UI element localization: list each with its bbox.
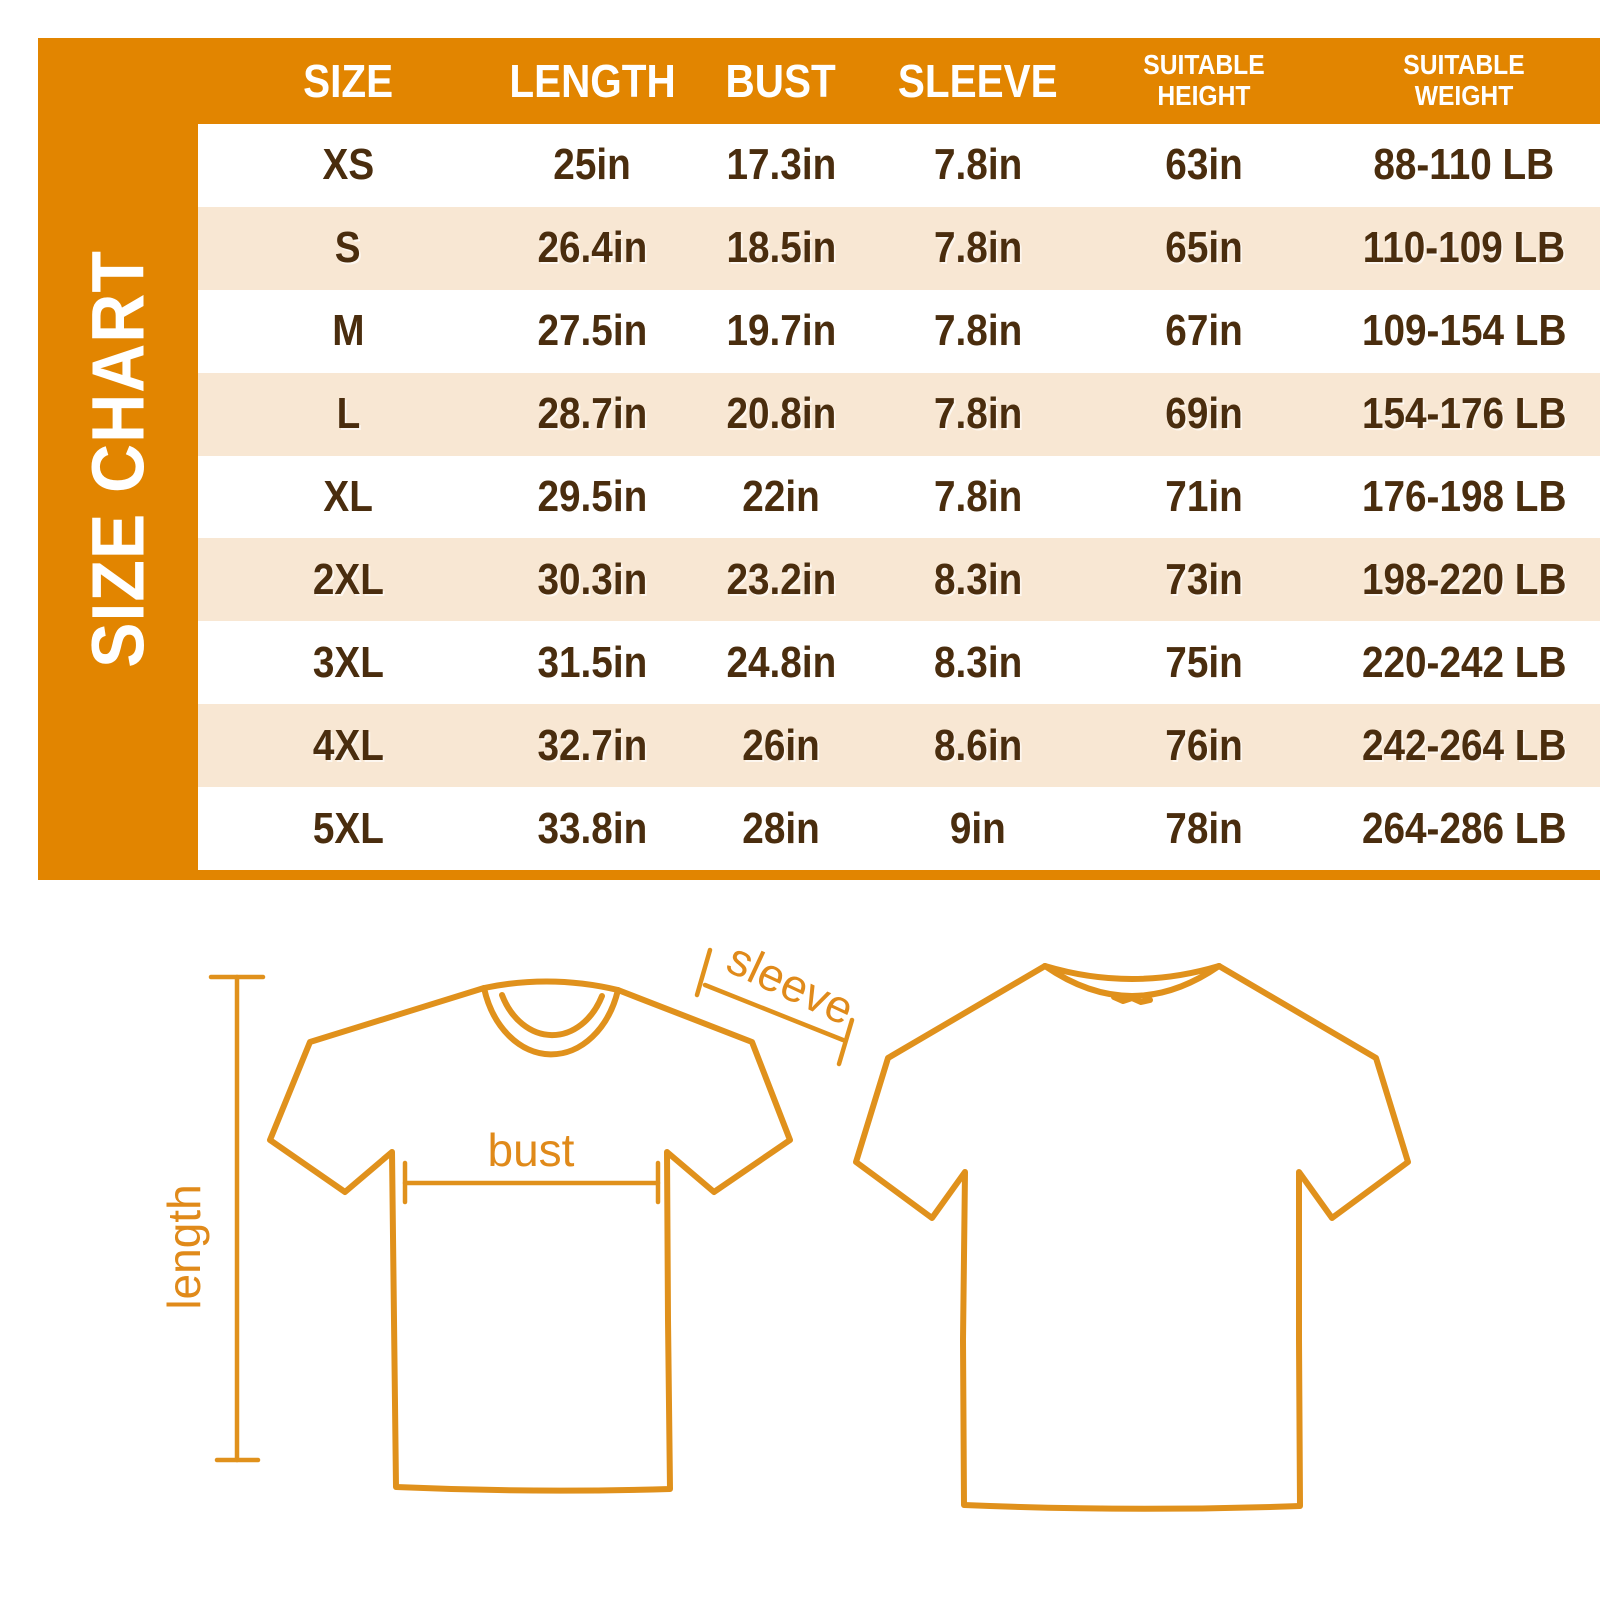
- cell-suitable-height: 71in: [1165, 472, 1243, 521]
- table-row-5xl: [198, 787, 1600, 870]
- col-header-suitable-height: SUITABLE HEIGHT: [1143, 49, 1265, 111]
- cell-size: L: [336, 389, 360, 439]
- length-annotation: [158, 977, 263, 1460]
- cell-suitable-height: 67in: [1165, 306, 1243, 356]
- cell-sleeve: 7.8in: [933, 306, 1023, 356]
- size-chart-panel: [38, 38, 1600, 880]
- cell-size: 4XL: [312, 720, 384, 770]
- cell-suitable-weight: 198-220 LB: [1361, 554, 1567, 604]
- length-label: length: [158, 1184, 210, 1310]
- cell-size: XL: [323, 472, 373, 521]
- cell-suitable-weight: 109-154 LB: [1361, 306, 1567, 356]
- table-row-xs: [198, 124, 1600, 207]
- cell-suitable-weight: 154-176 LB: [1361, 389, 1567, 439]
- table-row-m: [198, 290, 1600, 373]
- cell-length: 32.7in: [537, 720, 647, 770]
- bust-annotation: [405, 1124, 658, 1202]
- cell-bust: 19.7in: [726, 306, 836, 356]
- table-row-4xl: [198, 704, 1600, 787]
- cell-length: 29.5in: [537, 472, 647, 521]
- cell-size: M: [331, 306, 365, 356]
- col-header-bust: BUST: [725, 55, 837, 107]
- col-header-suitable-weight: SUITABLE WEIGHT: [1403, 49, 1525, 111]
- cell-bust: 24.8in: [726, 637, 836, 687]
- col-header-size: SIZE: [303, 55, 393, 107]
- tshirt-front-outline: [270, 981, 790, 1490]
- cell-length: 27.5in: [537, 306, 647, 356]
- tshirt-front-body: [270, 988, 790, 1491]
- page-title: SIZE CHART: [76, 250, 160, 668]
- table-row-s: [198, 207, 1600, 290]
- cell-suitable-weight: 242-264 LB: [1361, 720, 1567, 770]
- cell-length: 33.8in: [537, 803, 647, 853]
- table-row-2xl: [198, 538, 1600, 621]
- sleeve-annotation: [697, 932, 862, 1064]
- cell-length: 26.4in: [537, 223, 647, 273]
- cell-sleeve: 8.3in: [933, 554, 1023, 604]
- cell-sleeve: 7.8in: [933, 223, 1023, 273]
- cell-length: 28.7in: [537, 389, 647, 439]
- cell-length: 31.5in: [537, 637, 647, 687]
- cell-size: S: [335, 223, 361, 273]
- cell-bust: 26in: [742, 720, 820, 770]
- cell-suitable-height: 78in: [1165, 803, 1243, 853]
- tshirt-back-collar-top: [1045, 966, 1219, 979]
- cell-suitable-weight: 220-242 LB: [1361, 637, 1567, 687]
- tshirt-front-collar-top: [484, 981, 618, 990]
- cell-suitable-weight: 88-110 LB: [1373, 140, 1555, 190]
- cell-sleeve: 8.6in: [933, 720, 1023, 770]
- cell-suitable-weight: 176-198 LB: [1361, 472, 1567, 521]
- cell-suitable-height: 69in: [1165, 389, 1243, 439]
- cell-suitable-height: 73in: [1165, 554, 1243, 604]
- cell-bust: 28in: [742, 803, 820, 853]
- size-table: [198, 38, 1600, 870]
- cell-bust: 17.3in: [726, 140, 836, 190]
- cell-length: 25in: [553, 140, 631, 190]
- table-row-3xl: [198, 621, 1600, 704]
- tshirt-measurement-diagram: [0, 900, 1600, 1600]
- tshirt-front-collar-inner: [502, 995, 602, 1035]
- cell-suitable-height: 75in: [1165, 637, 1243, 687]
- cell-sleeve: 9in: [950, 803, 1006, 853]
- cell-bust: 23.2in: [726, 554, 836, 604]
- cell-suitable-height: 76in: [1165, 720, 1243, 770]
- cell-bust: 18.5in: [726, 223, 836, 273]
- cell-sleeve: 7.8in: [933, 472, 1023, 521]
- cell-size: 3XL: [312, 637, 384, 687]
- table-header-row: [198, 38, 1600, 124]
- col-header-sleeve: SLEEVE: [898, 55, 1058, 107]
- bust-label: bust: [487, 1124, 575, 1176]
- cell-size: XS: [322, 140, 374, 190]
- cell-sleeve: 7.8in: [933, 389, 1023, 439]
- cell-size: 2XL: [312, 554, 384, 604]
- col-header-length: LENGTH: [509, 55, 676, 107]
- side-title-band: [38, 38, 198, 880]
- cell-suitable-weight: 110-109 LB: [1362, 223, 1566, 273]
- table-row-xl: [198, 456, 1600, 539]
- cell-suitable-height: 63in: [1165, 140, 1243, 190]
- cell-length: 30.3in: [537, 554, 647, 604]
- cell-size: 5XL: [312, 803, 384, 853]
- cell-suitable-weight: 264-286 LB: [1361, 803, 1567, 853]
- sleeve-label: sleeve: [719, 931, 863, 1036]
- cell-sleeve: 7.8in: [933, 140, 1023, 190]
- cell-bust: 22in: [742, 472, 820, 521]
- cell-sleeve: 8.3in: [933, 637, 1023, 687]
- tshirt-back-body: [856, 966, 1408, 1509]
- cell-bust: 20.8in: [726, 389, 836, 439]
- cell-suitable-height: 65in: [1165, 223, 1243, 273]
- tshirt-back-outline: [856, 966, 1408, 1509]
- table-row-l: [198, 373, 1600, 456]
